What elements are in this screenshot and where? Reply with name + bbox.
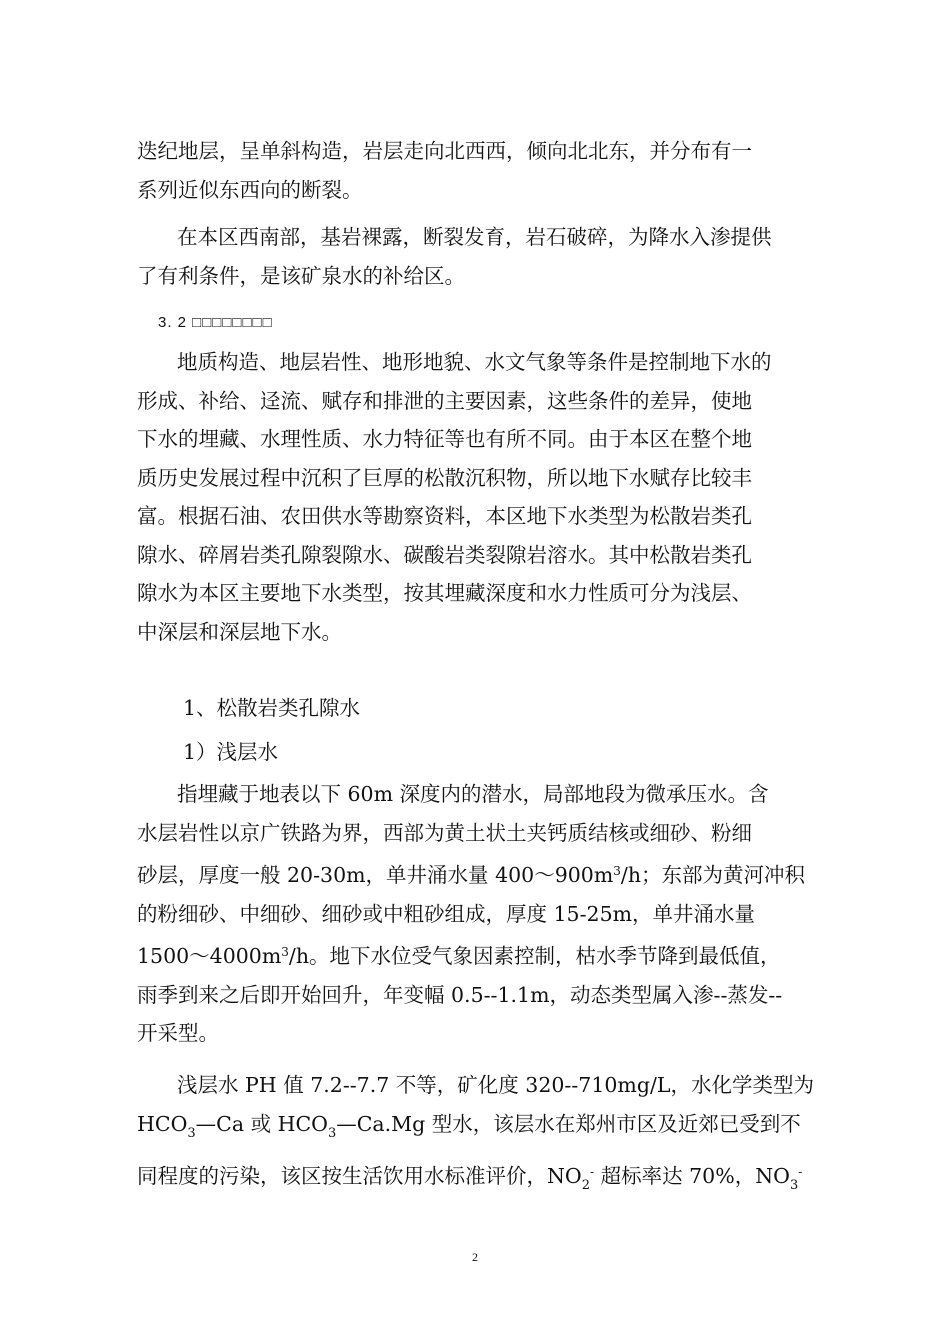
text-line: 隙水、碎屑岩类孔隙裂隙水、碳酸岩类裂隙岩溶水。其中松散岩类孔: [137, 542, 752, 567]
paragraph-water-chemistry: [137, 1066, 817, 1206]
text-line: 了有利条件，是该矿泉水的补给区。: [137, 263, 465, 288]
text-line: 隙水为本区主要地下水类型，按其埋藏深度和水力性质可分为浅层、: [137, 581, 752, 605]
paragraph-groundwater-types: [137, 343, 817, 651]
text-line: 开采型。: [137, 1021, 219, 1045]
text-line: 下水的埋藏、水理性质、水力特征等也有所不同。由于本区在整个地: [137, 427, 752, 451]
text-line: 水层岩性以京广铁路为界，西部为黄土状土夹钙质结核或细砂、粉细: [137, 820, 752, 845]
page-number: 2: [472, 1250, 478, 1264]
text-line: 同程度的污染，该区按生活饮用水标准评价，$NO_2^-$ 超标率达 70%，$NO_3^-$: [137, 1164, 803, 1193]
paragraph-strata: [137, 132, 817, 209]
paragraph-shallow-water: [137, 775, 817, 1053]
paragraph-recharge-area: [137, 218, 817, 295]
text-line: $HCO_3—Ca$ 或 $HCO_3—Ca.Mg$ 型水，该层水在郑州市区及近郊已受到不: [137, 1111, 801, 1141]
text-line: 形成、补给、迳流、赋存和排泄的主要因素，这些条件的差异，使地: [137, 388, 752, 413]
text-line: 雨季到来之后即开始回升，年变幅 0.5--1.1m，动态类型属入渗--蒸发--: [137, 982, 783, 1007]
text-line: 质历史发展过程中沉积了巨厚的松散沉积物，所以地下水赋存比较丰: [137, 465, 752, 490]
text-line: 浅层水 PH 值 7.2--7.7 不等，矿化度 320--710mg/L，水化学类型为: [177, 1073, 815, 1097]
text-line: 地质构造、地层岩性、地形地貌、水文气象等条件是控制地下水的: [177, 350, 772, 374]
list-item-loose-rock: 1、松散岩类孔隙水: [183, 696, 361, 720]
list-item-shallow-water: 1）浅层水: [183, 740, 279, 764]
text-line: 指埋藏于地表以下 60m 深度内的潜水，局部地段为微承压水。含: [177, 782, 769, 806]
text-line: 系列近似东西向的断裂。: [137, 177, 363, 202]
text-line: 砂层，厚度一般 20-30m，单井涌水量 $400\sim 900m^3/h$；东部为黄河冲积: [137, 863, 806, 887]
section-heading: 3. 2 □□□□□□□□: [158, 314, 273, 331]
text-line: 迭纪地层，呈单斜构造，岩层走向北西西，倾向北北东，并分布有一: [137, 139, 752, 163]
text-line: 中深层和深层地下水。: [137, 619, 342, 644]
text-line: $1500\sim 4000m^3/h$。地下水位受气象因素控制，枯水季节降到最低值，: [137, 944, 781, 968]
text-line: 在本区西南部，基岩裸露，断裂发育，岩石破碎，为降水入渗提供: [177, 225, 772, 249]
text-line: 的粉细砂、中细砂、细砂或中粗砂组成，厚度 15-25m，单井涌水量: [137, 901, 756, 926]
text-line: 富。根据石油、农田供水等勘察资料，本区地下水类型为松散岩类孔: [137, 504, 752, 528]
